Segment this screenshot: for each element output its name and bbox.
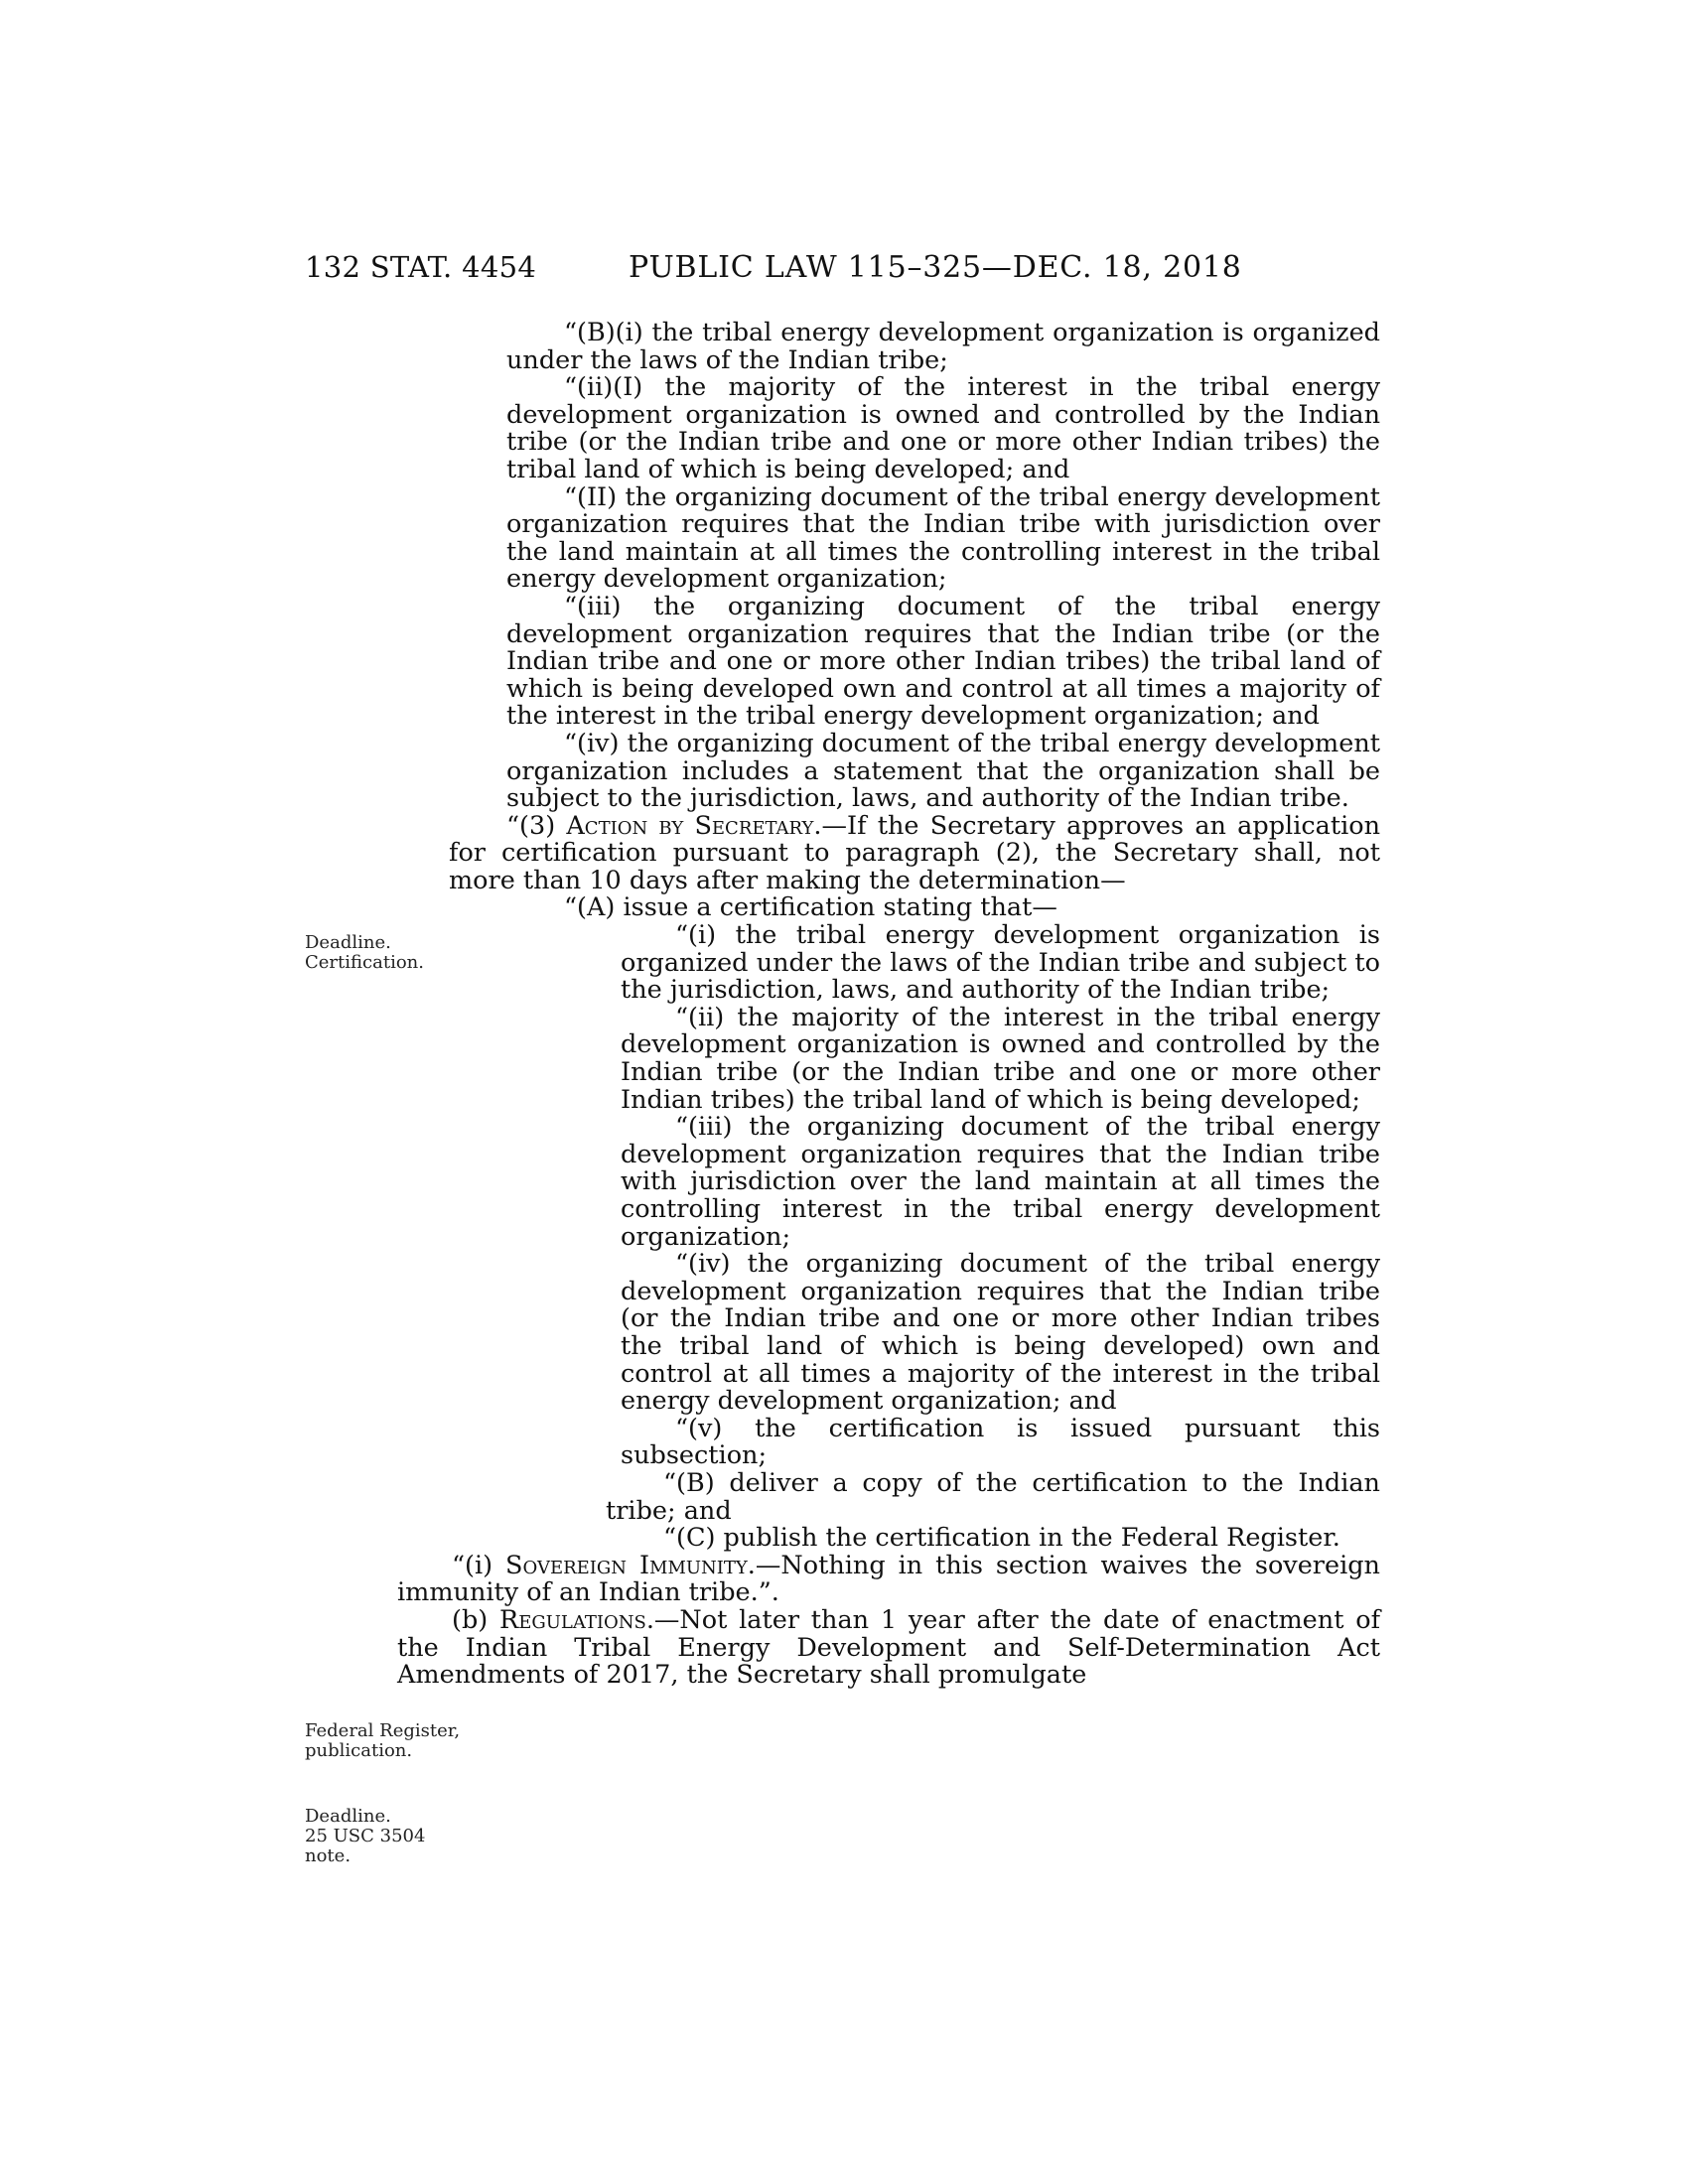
paragraph-ii-I: “(ii)(I) the majority of the interest in the tribal energy development organization is owned and controlled by the Indian tribe (or the Indian tribe and one or more other Indian tribes) the tribal land of which is being developed; and [506, 372, 1380, 484]
paragraph-iii: “(iii) the organizing document of the tribal energy development organization requires that the Indian tribe (or the Indian tribe and one or more other Indian tribes) the tribal land of which is being developed own and control at all times a majority of the interest in the tribal energy development organization; and [506, 591, 1380, 732]
clause-a-v: “(v) the certification is issued pursuant this subsection; [621, 1413, 1380, 1471]
law-title: PUBLIC LAW 115–325—DEC. 18, 2018 [629, 250, 1242, 285]
statute-body [397, 318, 1381, 1691]
paragraph-II: “(II) the organizing document of the tribal energy development organization requires that the Indian tribe with jurisdiction over the land maintain at all times the controlling interest in the tribal energy development organization; [506, 481, 1380, 595]
section-b-heading: Regulations [499, 1604, 646, 1635]
margin-note-deadline-certification [305, 933, 484, 973]
section-b-lead: (b) [452, 1604, 500, 1635]
subparagraph-b-text: “(B) deliver a copy of the certification to the Indian tribe; and [606, 1467, 1380, 1526]
paragraph-b-i: “(B)(i) the tribal energy development organization is organized under the laws of the Indian tribe; [506, 318, 1380, 375]
section-b-regulations [397, 1604, 1381, 1691]
margin-note-line: Certification. [305, 952, 424, 973]
clause-a-iv: “(iv) the organizing document of the tribal energy development organization requires that the Indian tribe (or the Indian tribe and one or more other Indian tribes the tribal land of which is being developed) own and control at all times a majority of the interest in the tribal energy development organization; and [621, 1249, 1380, 1417]
margin-note-deadline-usc [305, 1807, 484, 1866]
clause-a-ii: “(ii) the majority of the interest in the tribal energy development organization is owned and controlled by the Indian tribe (or the Indian tribe and one or more other Indian tribes) the tribal land of which is being developed; [621, 1002, 1380, 1115]
section-i-heading: Sovereign Immunity [505, 1550, 748, 1580]
section-i-lead: “(i) [452, 1550, 506, 1580]
margin-note-line: Deadline. [305, 1806, 391, 1827]
subparagraph-c: “(C) publish the certification in the Federal Register. [663, 1523, 1340, 1554]
paragraph-3-lead: “(3) [506, 810, 567, 841]
paragraph-3-text: .—If the Secretary approves an application for certification pursuant to paragraph (2), the Secretary shall, not more than 10 days after making the determination— [449, 810, 1381, 895]
paragraph-iv: “(iv) the organizing document of the tribal energy development organization includes a statement that the organization shall be subject to the jurisdiction, laws, and authority of the Indian tribe. [506, 728, 1380, 814]
clause-a-iii: “(iii) the organizing document of the tribal energy development organization requires that the Indian tribe with jurisdiction over the land maintain at all times the controlling interest in the tribal energy development organization; [621, 1112, 1380, 1252]
clause-a-i: “(i) the tribal energy development organization is organized under the laws of the Indian tribe and subject to the jurisdiction, laws, and authority of the Indian tribe; [621, 920, 1380, 1006]
subparagraph-a: “(A) issue a certification stating that— [564, 892, 1057, 923]
subparagraph-a-block [506, 894, 1380, 1552]
clauses-a [621, 922, 1380, 1470]
margin-note-line: publication. [305, 1740, 413, 1761]
margin-note-line: Federal Register, [305, 1720, 461, 1741]
section-i-text: .—Nothing in this section waives the sovereign immunity of an Indian tribe.”. [397, 1550, 1380, 1608]
paragraph-3-heading: Action by Secretary [566, 810, 814, 841]
subparagraph-b [606, 1467, 1380, 1526]
margin-note-line: note. [305, 1845, 352, 1866]
paragraph-3-action-by-secretary [449, 810, 1381, 895]
stat-citation: 132 STAT. 4454 [305, 250, 537, 284]
page-header [0, 250, 1688, 290]
section-b-text: .—Not later than 1 year after the date of enactment of the Indian Tribal Energy Development and Self-Determination Act Amendments of 2017, the Secretary shall promulgate [397, 1604, 1381, 1691]
margin-note-line: 25 USC 3504 [305, 1826, 426, 1846]
margin-note-federal-register [305, 1721, 484, 1761]
margin-note-line: Deadline. [305, 932, 391, 953]
section-i-sovereign-immunity [397, 1550, 1380, 1608]
